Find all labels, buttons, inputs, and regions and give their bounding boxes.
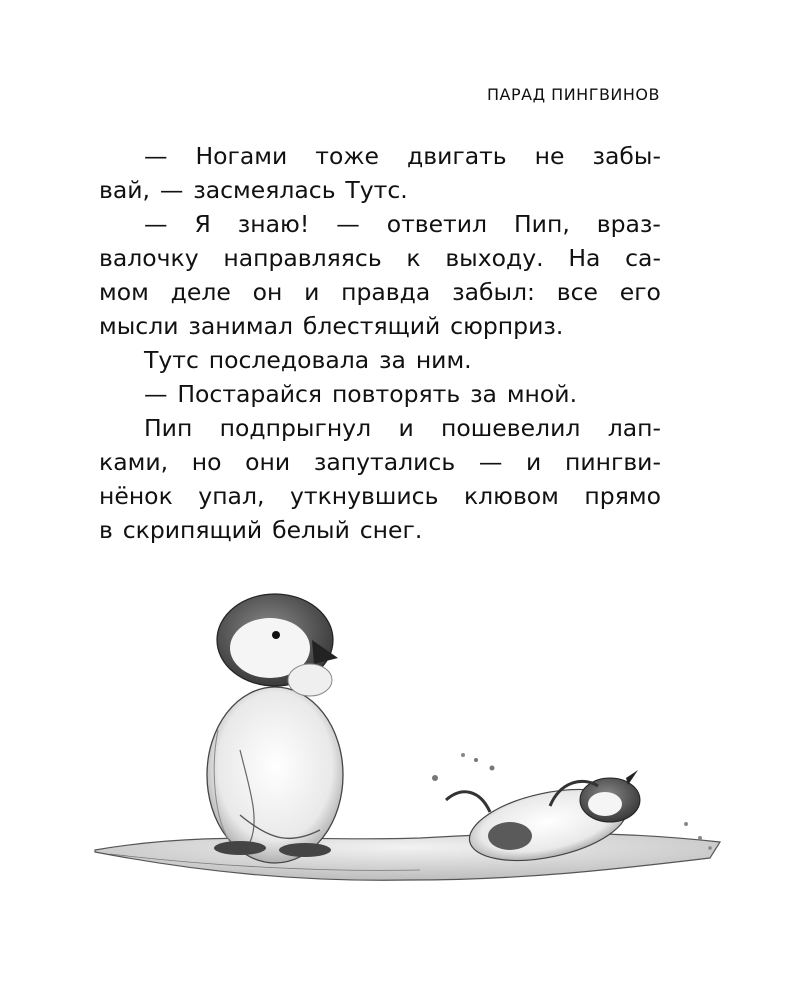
word: блестящий <box>302 312 441 340</box>
text-line <box>99 275 661 309</box>
word: последовала <box>208 346 370 374</box>
word: лап- <box>607 414 661 442</box>
word: Постарайся <box>177 380 323 408</box>
penguins-illustration <box>90 580 730 910</box>
word: — <box>336 210 360 238</box>
word: — <box>159 176 184 204</box>
word: пошевелил <box>441 414 581 442</box>
word: запутались <box>313 448 456 476</box>
word: двигать <box>407 142 507 170</box>
text-line <box>99 309 661 343</box>
text-line <box>99 241 661 275</box>
word: скрипящий <box>122 516 263 544</box>
word: его <box>619 278 661 306</box>
word: сюрприз. <box>450 312 564 340</box>
word: — <box>144 380 168 408</box>
word: нёнок <box>99 482 173 510</box>
text-line <box>99 411 661 445</box>
word: уткнувшись <box>289 482 439 510</box>
word: мысли <box>99 312 179 340</box>
word: за <box>379 346 406 374</box>
running-head: ПАРАД ПИНГВИНОВ <box>487 85 660 104</box>
word: знаю! <box>237 210 310 238</box>
word: не <box>534 142 565 170</box>
word: направляясь <box>223 244 382 272</box>
text-line <box>99 207 661 241</box>
word: — <box>144 210 168 238</box>
word: упал, <box>198 482 265 510</box>
story-text <box>99 139 661 547</box>
text-line <box>99 343 661 377</box>
word: клювом <box>463 482 559 510</box>
word: Пип <box>144 414 193 442</box>
word: враз- <box>596 210 661 238</box>
word: они <box>245 448 291 476</box>
word: Тутс <box>144 346 199 374</box>
word: мной. <box>506 380 578 408</box>
word: засмеялась <box>193 176 336 204</box>
word: — <box>144 142 168 170</box>
word: белый <box>272 516 350 544</box>
word: ответил <box>386 210 488 238</box>
word: вай, <box>99 176 150 204</box>
word: за <box>470 380 497 408</box>
word: са- <box>625 244 661 272</box>
text-line <box>99 479 661 513</box>
word: и <box>304 278 320 306</box>
text-line <box>99 173 661 207</box>
word: Ногами <box>195 142 288 170</box>
text-line <box>99 377 661 411</box>
word: он <box>252 278 283 306</box>
word: выходу. <box>445 244 544 272</box>
word: все <box>556 278 598 306</box>
word: пингви- <box>564 448 661 476</box>
word: Тутс. <box>345 176 408 204</box>
word: Пип, <box>514 210 570 238</box>
text-line <box>99 513 661 547</box>
word: деле <box>170 278 231 306</box>
word: На <box>568 244 601 272</box>
word: повторять <box>331 380 461 408</box>
word: забыл: <box>452 278 535 306</box>
word: валочку <box>99 244 199 272</box>
word: мом <box>99 278 149 306</box>
word: ним. <box>415 346 472 374</box>
word: прямо <box>584 482 661 510</box>
word: правда <box>341 278 431 306</box>
word: и <box>526 448 542 476</box>
word: — <box>478 448 503 476</box>
word: и <box>398 414 414 442</box>
text-line <box>99 139 661 173</box>
word: подпрыгнул <box>219 414 372 442</box>
word: в <box>99 516 113 544</box>
word: занимал <box>188 312 294 340</box>
text-line <box>99 445 661 479</box>
word: к <box>406 244 421 272</box>
word: Я <box>194 210 211 238</box>
word: тоже <box>315 142 379 170</box>
word: снег. <box>359 516 423 544</box>
word: но <box>191 448 222 476</box>
word: ками, <box>99 448 169 476</box>
standing-penguin <box>207 594 343 863</box>
snow-ground <box>95 833 720 880</box>
word: забы- <box>592 142 661 170</box>
